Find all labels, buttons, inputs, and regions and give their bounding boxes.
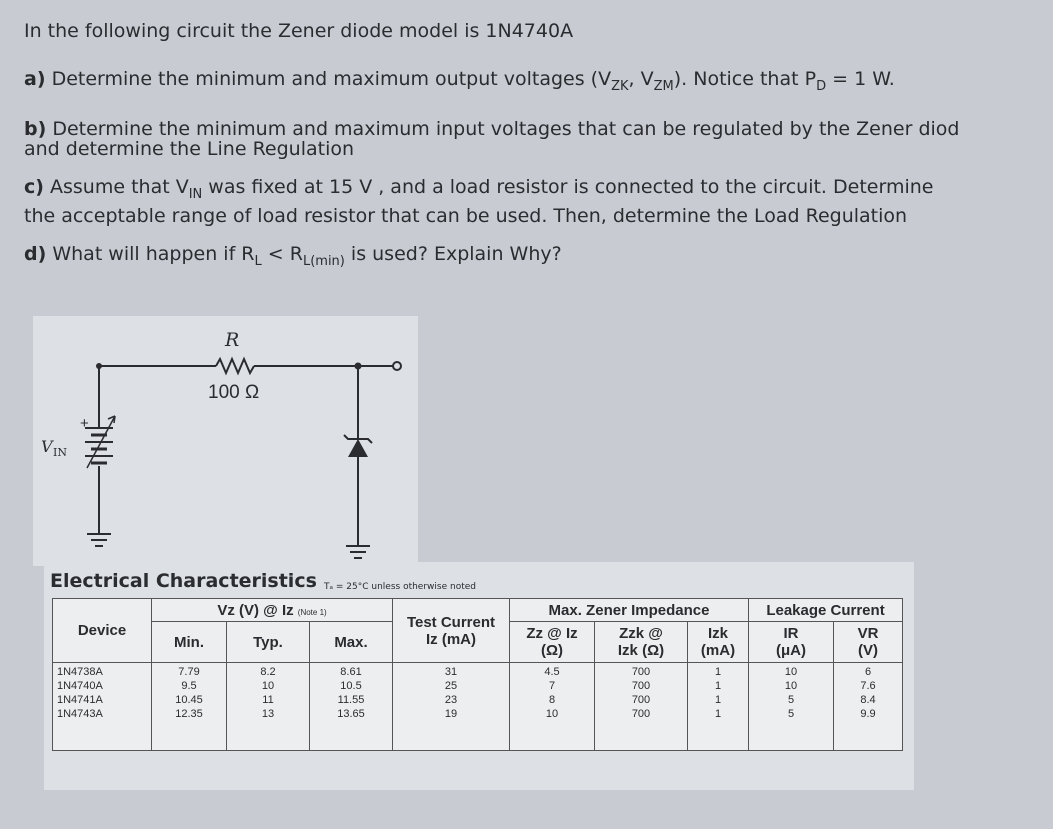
question-d [24, 243, 562, 273]
question-d-sub-l: L [254, 254, 262, 269]
question-a-mid: , V [628, 68, 654, 90]
source-label: V [41, 437, 53, 456]
header-min: Min. [152, 622, 227, 663]
electrical-characteristics [44, 562, 914, 790]
header-zz-unit: (Ω) [540, 642, 564, 659]
electrical-characteristics-table [52, 598, 903, 751]
header-zz-label: Zz @ Iz [526, 625, 578, 642]
header-zzk-label: Zzk @ [619, 625, 663, 642]
header-test-current [393, 599, 510, 663]
question-intro: In the following circuit the Zener diode model is 1N4740A [24, 20, 574, 42]
circuit-schematic [33, 316, 418, 566]
resistor-symbol [216, 359, 254, 373]
header-max-impedance: Max. Zener Impedance [510, 599, 749, 622]
question-c-text-a: Assume that V [50, 176, 189, 198]
junction-left [96, 363, 102, 369]
question-a-text: Determine the minimum and maximum output voltages (V [51, 68, 612, 90]
question-a-mid2: ). Notice that P [673, 68, 817, 90]
header-zz [510, 622, 595, 663]
header-test-current-unit: Iz (mA) [426, 630, 476, 648]
question-d-label: d) [24, 243, 47, 265]
wire-top-left [99, 366, 216, 428]
question-d-text-a: What will happen if R [52, 243, 255, 265]
header-leakage: Leakage Current [749, 599, 903, 622]
header-max: Max. [310, 622, 393, 663]
header-row-1 [53, 599, 903, 622]
header-vz [152, 599, 393, 622]
col-zz: 4.5 7 8 10 [510, 663, 595, 751]
zener-diode-symbol [344, 435, 372, 457]
ground-symbol-right [346, 546, 370, 558]
question-d-text-b: < R [261, 243, 303, 265]
header-typ: Typ. [227, 622, 310, 663]
resistor-value: 100 Ω [208, 382, 260, 403]
header-ir [749, 622, 834, 663]
header-vr [834, 622, 903, 663]
col-device: 1N4738A 1N4740A 1N4741A 1N4743A [53, 663, 152, 751]
question-b-text-line1: Determine the minimum and maximum input voltages that can be regulated by the Zener diod [52, 118, 960, 140]
header-vr-label: VR [857, 625, 879, 642]
table-data-row [53, 663, 903, 751]
header-izk-unit: (mA) [700, 642, 736, 659]
header-izk-label: Izk [707, 625, 728, 642]
col-max: 8.61 10.5 11.55 13.65 [310, 663, 393, 751]
resistor-label: R [225, 329, 240, 351]
question-c-line2: the acceptable range of load resistor that can be used. Then, determine the Load Regulation [24, 205, 908, 227]
header-ir-label: IR [783, 625, 799, 642]
question-a-label: a) [24, 68, 46, 90]
question-d-sub-lmin: L(min) [302, 254, 345, 269]
col-izk: 1 1 1 1 [688, 663, 749, 751]
header-zzk [595, 622, 688, 663]
question-b-line2: and determine the Line Regulation [24, 138, 355, 160]
question-c-text-b: was fixed at 15 V , and a load resistor is connected to the circuit. Determine [202, 176, 934, 198]
question-d-text-c: is used? Explain Why? [344, 243, 562, 265]
header-ir-unit: (μA) [776, 642, 806, 659]
junction-right [355, 363, 362, 370]
question-b [24, 118, 959, 140]
source-sub: IN [53, 446, 67, 459]
circuit-diagram [33, 316, 418, 566]
col-min: 7.79 9.5 10.45 12.35 [152, 663, 227, 751]
question-c-label: c) [24, 176, 44, 198]
ground-symbol-left [87, 534, 111, 546]
output-terminal [393, 362, 401, 370]
table-title: Electrical Characteristics [50, 570, 317, 592]
col-ir: 10 10 5 5 [749, 663, 834, 751]
question-a-end: = 1 W. [826, 68, 895, 90]
plus-sign: + [80, 415, 89, 432]
header-vz-note: (Note 1) [297, 607, 327, 617]
col-zzk: 700 700 700 700 [595, 663, 688, 751]
header-vr-unit: (V) [858, 642, 878, 659]
question-a [24, 68, 895, 98]
question-a-sub-d: D [816, 79, 827, 94]
question-a-sub-zk: ZK [611, 79, 629, 94]
header-vz-label: Vz (V) @ Iz [217, 601, 294, 619]
header-device: Device [53, 599, 152, 663]
table-condition: Tₐ = 25°C unless otherwise noted [324, 582, 476, 592]
col-iz: 31 25 23 19 [393, 663, 510, 751]
header-test-current-label: Test Current [406, 613, 496, 631]
header-izk [688, 622, 749, 663]
col-typ: 8.2 10 11 13 [227, 663, 310, 751]
question-c [24, 176, 933, 206]
question-a-sub-zm: ZM [653, 79, 674, 94]
question-b-label: b) [24, 118, 47, 140]
col-vr: 6 7.6 8.4 9.9 [834, 663, 903, 751]
header-zzk-unit: Izk (Ω) [617, 642, 665, 659]
question-c-sub-in: IN [188, 187, 203, 202]
